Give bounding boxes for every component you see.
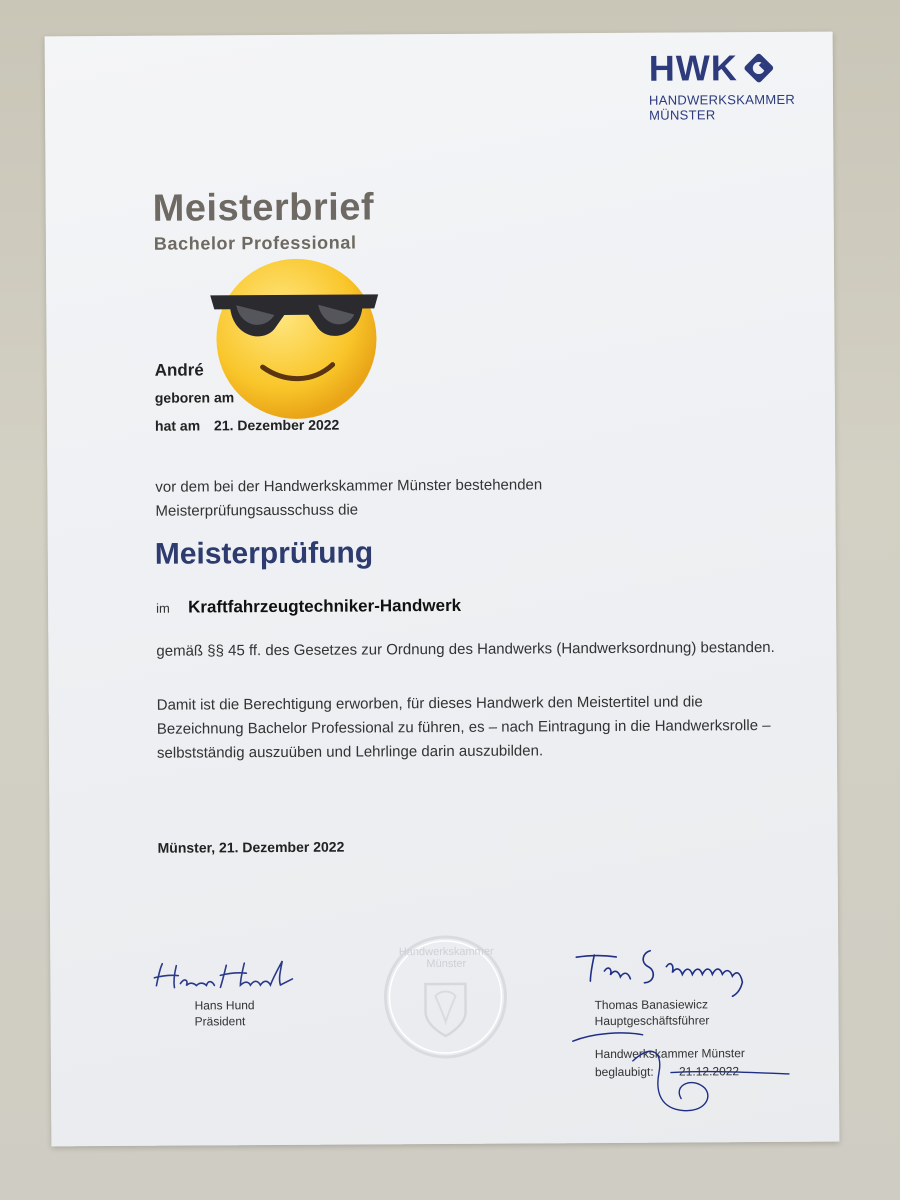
sunglasses-emoji-icon (204, 256, 385, 427)
seal-text (396, 946, 496, 971)
seal-text-bottom: Münster (426, 957, 467, 971)
logo-line-1: HANDWERKSKAMMER (648, 91, 796, 108)
logo-mark: HWK (648, 47, 738, 89)
signer-right-name: Thomas Banasiewicz (594, 997, 708, 1013)
exam-date: 21. Dezember 2022 (213, 416, 340, 434)
hwk-hammer-icon (744, 53, 774, 83)
rights-text: Damit ist die Berechtigung erworben, für dieses Handwerk den Meistertitel und die Bezeichnung Bachelor Professional zu führen, es – nach Eintragung in die Handwerksrolle – selbstständig auszuüben und Lehrlinge darin auszubilden. (156, 693, 771, 762)
trade-prefix: im (156, 600, 170, 616)
document-title: Meisterbrief (152, 186, 375, 230)
certify-label: beglaubigt: (594, 1064, 654, 1080)
trade-name: Kraftfahrzeugtechniker-Handwerk (188, 595, 462, 617)
signature-right (570, 942, 760, 1003)
signer-left-name: Hans Hund (194, 998, 255, 1013)
born-label: geboren am (154, 389, 235, 406)
place-date: Münster, 21. Dezember 2022 (157, 838, 345, 856)
signer-left-role: Präsident (194, 1014, 246, 1029)
intro-text: vor dem bei der Handwerkskammer Münster bestehenden Meisterprüfungsausschuss die (155, 476, 543, 520)
document-subtitle: Bachelor Professional (153, 232, 357, 254)
hwk-logo (648, 47, 796, 123)
date-prefix: hat am (154, 417, 201, 434)
signature-left (148, 955, 308, 1000)
seal-text-top: Handwerkskammer (398, 945, 494, 959)
certificate-paper (45, 32, 840, 1147)
legal-text: gemäß §§ 45 ff. des Gesetzes zur Ordnung des Handwerks (Handwerksordnung) bestanden. (156, 638, 775, 660)
certify-org: Handwerkskammer Münster (594, 1046, 745, 1062)
trade-row (156, 596, 461, 618)
signer-right-role: Hauptgeschäftsführer (594, 1013, 710, 1029)
certify-date: 21.12.2022 (678, 1064, 740, 1079)
signer-left (194, 997, 254, 1029)
recipient-name: André (154, 360, 204, 380)
logo-line-2: MÜNSTER (649, 107, 716, 123)
certification-signature (563, 1012, 794, 1123)
exam-heading: Meisterprüfung (154, 536, 374, 571)
